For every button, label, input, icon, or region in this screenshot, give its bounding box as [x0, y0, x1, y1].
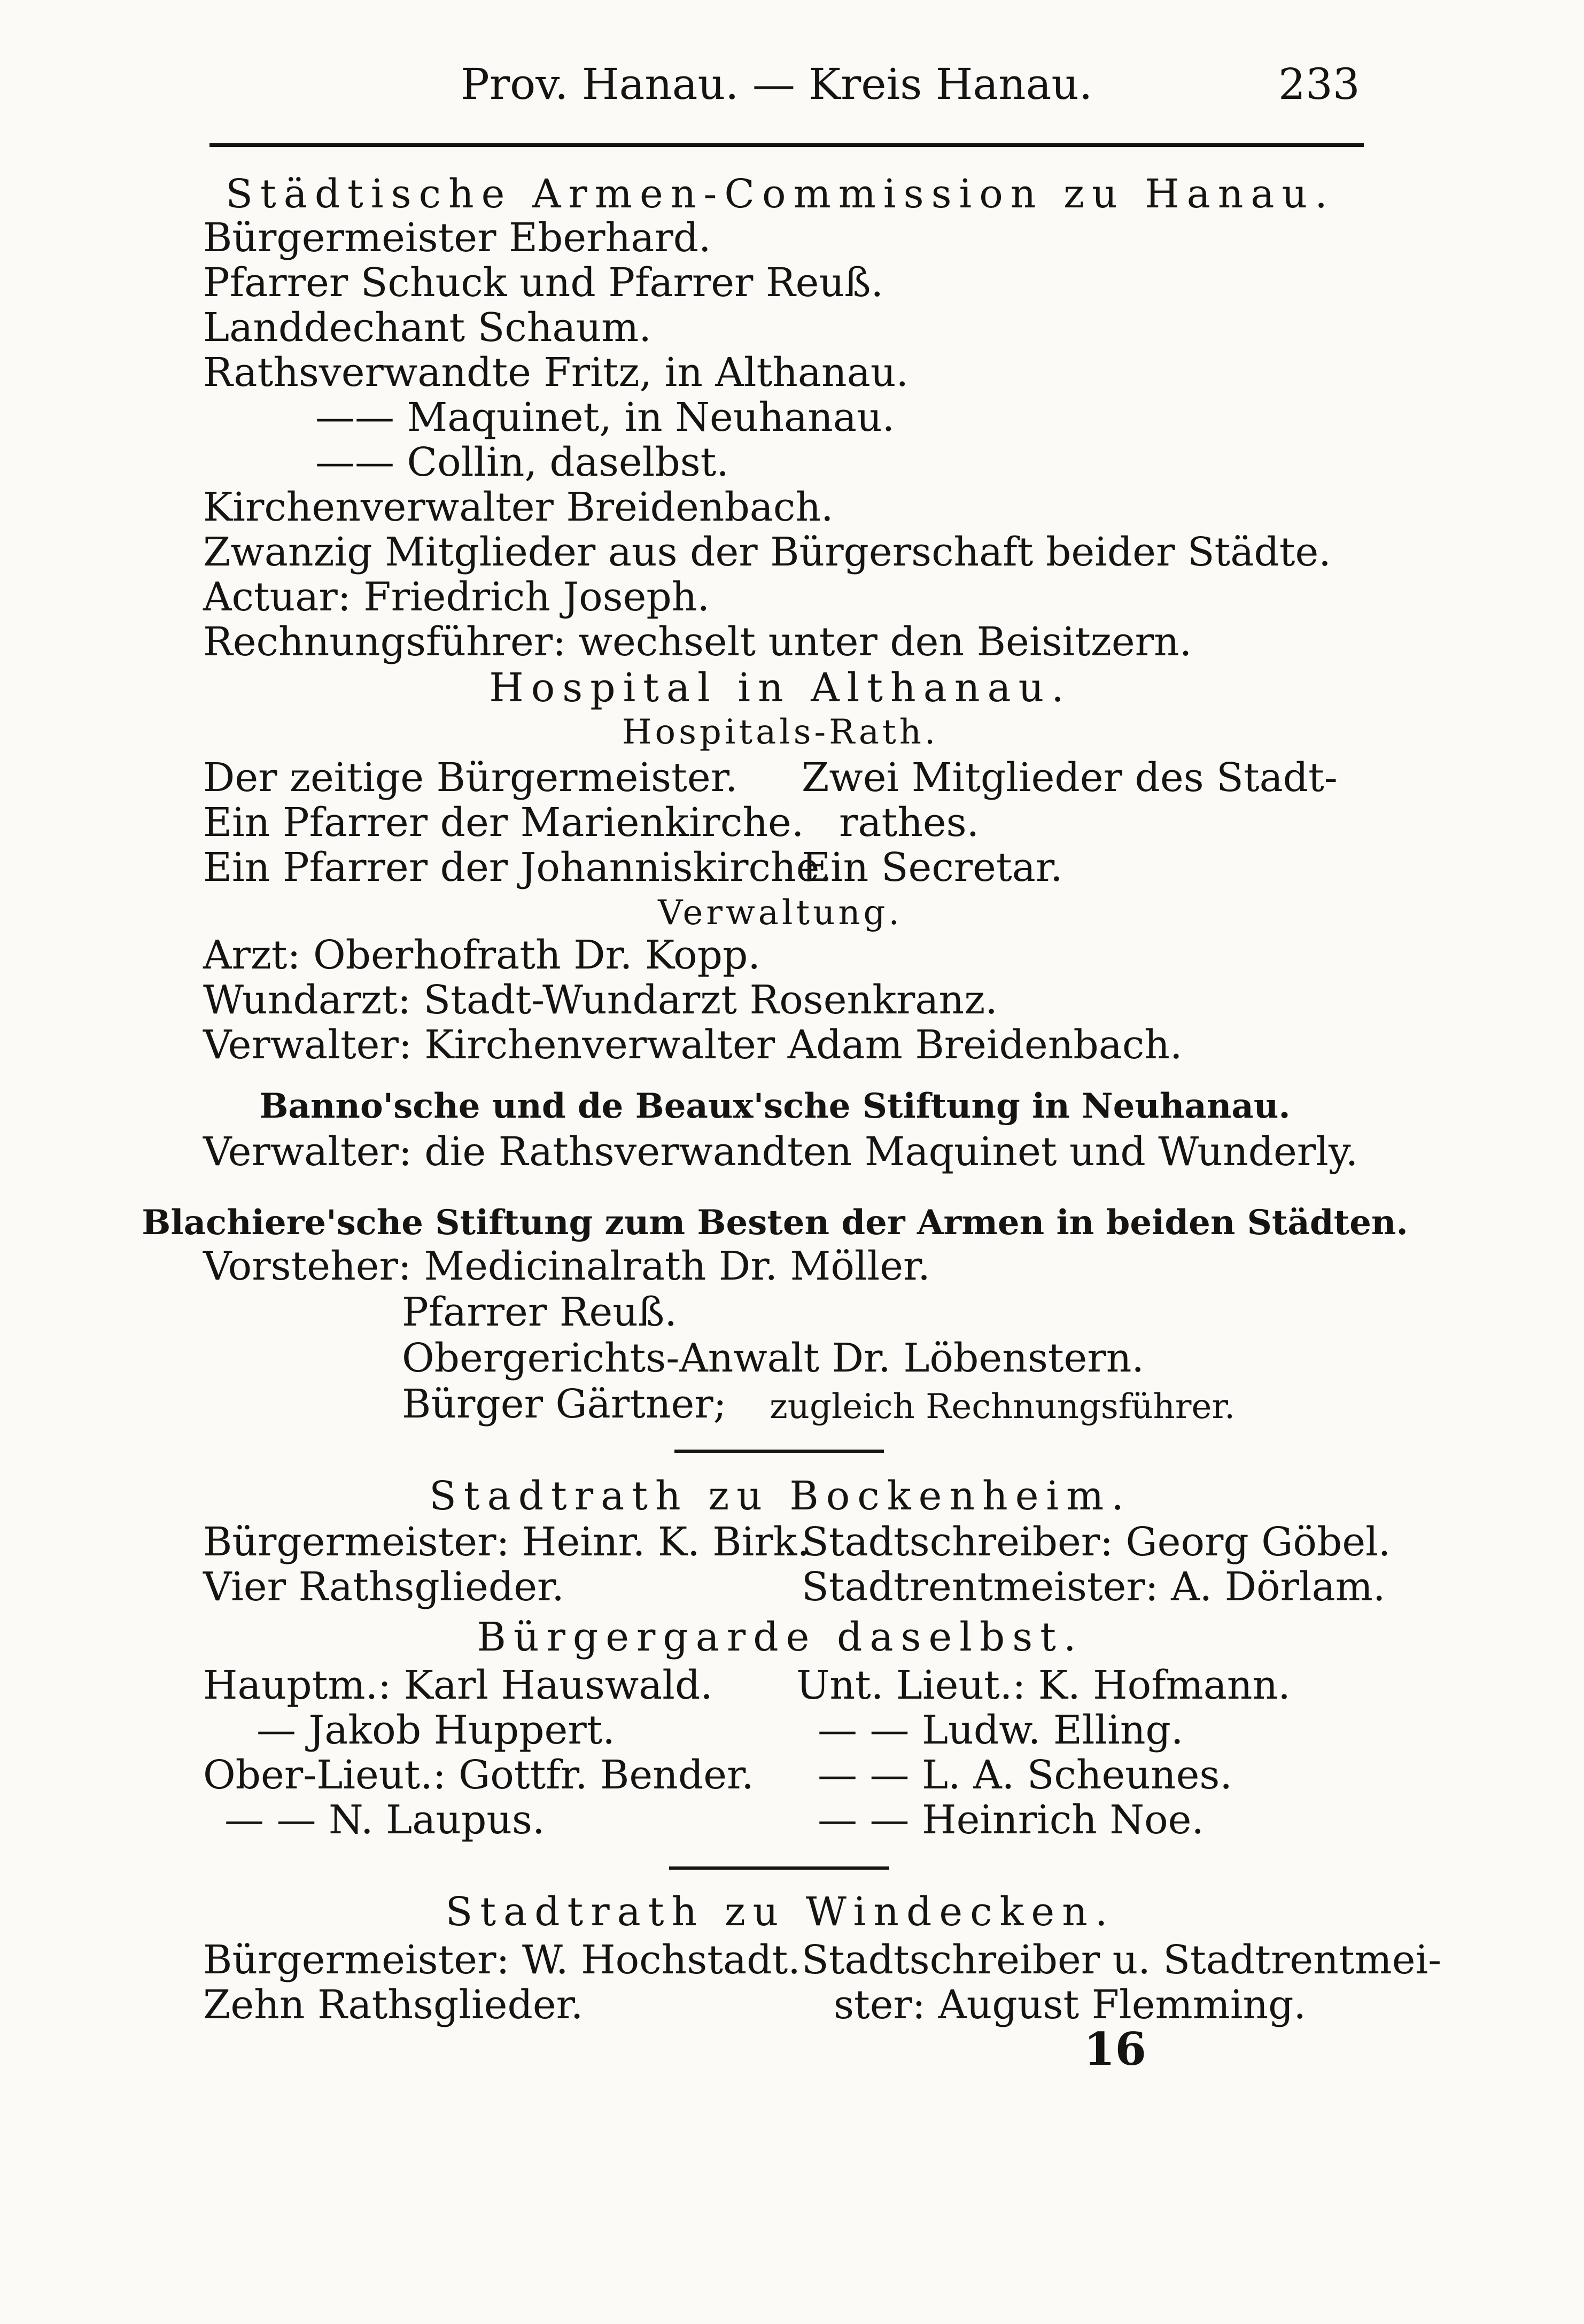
blachiere-line: Bürger Gärtner;: [402, 1381, 727, 1427]
verwaltung-line: Wundarzt: Stadt-Wundarzt Rosenkranz.: [203, 977, 998, 1023]
banno-line: Verwalter: die Rathsverwandten Maquinet und Wunderly.: [203, 1129, 1358, 1175]
armen-line: Pfarrer Schuck und Pfarrer Reuß.: [203, 260, 884, 306]
bockenheim-member: Bürgermeister: Heinr. K. Birk.: [203, 1519, 810, 1565]
rath-member: Ein Pfarrer der Johanniskirche.: [203, 845, 832, 890]
rath-member: rathes.: [839, 800, 980, 846]
armen-line: Kirchenverwalter Breidenbach.: [203, 484, 834, 530]
blachiere-note: zugleich Rechnungsführer.: [770, 1387, 1236, 1427]
blachiere-line: Obergerichts-Anwalt Dr. Löbenstern.: [402, 1335, 1144, 1381]
section-heading-bockenheim: Stadtrath zu Bockenheim.: [429, 1473, 1131, 1519]
running-title: Prov. Hanau. — Kreis Hanau.: [461, 59, 1093, 109]
header-rule: [209, 143, 1364, 147]
windecken-member: ster: August Flemming.: [834, 1982, 1307, 2028]
signature-mark: 16: [1084, 2023, 1146, 2075]
rath-member: Ein Secretar.: [802, 845, 1063, 890]
bockenheim-member: Vier Rathsglieder.: [203, 1564, 564, 1610]
verwaltung-line: Arzt: Oberhofrath Dr. Kopp.: [203, 932, 760, 978]
blachiere-line: Vorsteher: Medicinalrath Dr. Möller.: [203, 1243, 930, 1289]
windecken-member: Stadtschreiber u. Stadtrentmei-: [802, 1937, 1442, 1983]
section-heading-windecken: Stadtrath zu Windecken.: [445, 1889, 1115, 1935]
garde-officer: Unt. Lieut.: K. Hofmann.: [796, 1662, 1291, 1708]
garde-officer: — — Ludw. Elling.: [818, 1707, 1184, 1753]
armen-line: Bürgermeister Eberhard.: [203, 215, 711, 261]
windecken-member: Zehn Rathsglieder.: [203, 1982, 584, 2028]
verwaltung-line: Verwalter: Kirchenverwalter Adam Breidenbach.: [203, 1022, 1183, 1068]
subheading-hospitals-rath: Hospitals-Rath.: [622, 712, 939, 752]
bockenheim-member: Stadtrentmeister: A. Dörlam.: [802, 1564, 1386, 1610]
bockenheim-member: Stadtschreiber: Georg Göbel.: [802, 1519, 1391, 1565]
garde-officer: — — N. Laupus.: [224, 1797, 545, 1843]
garde-officer: Hauptm.: Karl Hauswald.: [203, 1662, 713, 1708]
page-number: 233: [1278, 59, 1360, 109]
garde-officer: — — Heinrich Noe.: [818, 1797, 1204, 1843]
armen-line: —— Collin, daselbst.: [315, 439, 729, 485]
section-heading-blachiere: Blachiere'sche Stiftung zum Besten der Armen in beiden Städten.: [142, 1203, 1408, 1243]
windecken-member: Bürgermeister: W. Hochstadt.: [203, 1937, 801, 1983]
armen-line: —— Maquinet, in Neuhanau.: [315, 394, 895, 440]
armen-line: Rechnungsführer: wechselt unter den Beisitzern.: [203, 619, 1192, 665]
blachiere-line: Pfarrer Reuß.: [402, 1289, 677, 1335]
armen-line: Actuar: Friedrich Joseph.: [203, 574, 710, 620]
section-divider: [674, 1450, 884, 1453]
section-heading-armen: Städtische Armen-Commission zu Hanau.: [226, 171, 1335, 217]
armen-line: Landdechant Schaum.: [203, 305, 651, 351]
armen-line: Zwanzig Mitglieder aus der Bürgerschaft beider Städte.: [203, 529, 1331, 575]
section-heading-hospital: Hospital in Althanau.: [489, 665, 1071, 711]
subheading-verwaltung: Verwaltung.: [658, 893, 903, 933]
rath-member: Der zeitige Bürgermeister.: [203, 755, 738, 801]
armen-line: Rathsverwandte Fritz, in Althanau.: [203, 350, 909, 396]
garde-officer: Ober-Lieut.: Gottfr. Bender.: [203, 1752, 754, 1798]
garde-officer: — — L. A. Scheunes.: [818, 1752, 1232, 1798]
section-heading-banno: Banno'sche und de Beaux'sche Stiftung in Neuhanau.: [259, 1086, 1291, 1126]
rath-member: Zwei Mitglieder des Stadt-: [802, 755, 1338, 801]
rath-member: Ein Pfarrer der Marienkirche.: [203, 800, 804, 846]
section-divider: [669, 1866, 889, 1870]
subheading-buergergarde: Bürgergarde daselbst.: [477, 1614, 1084, 1660]
garde-officer: — Jakob Huppert.: [257, 1707, 615, 1753]
